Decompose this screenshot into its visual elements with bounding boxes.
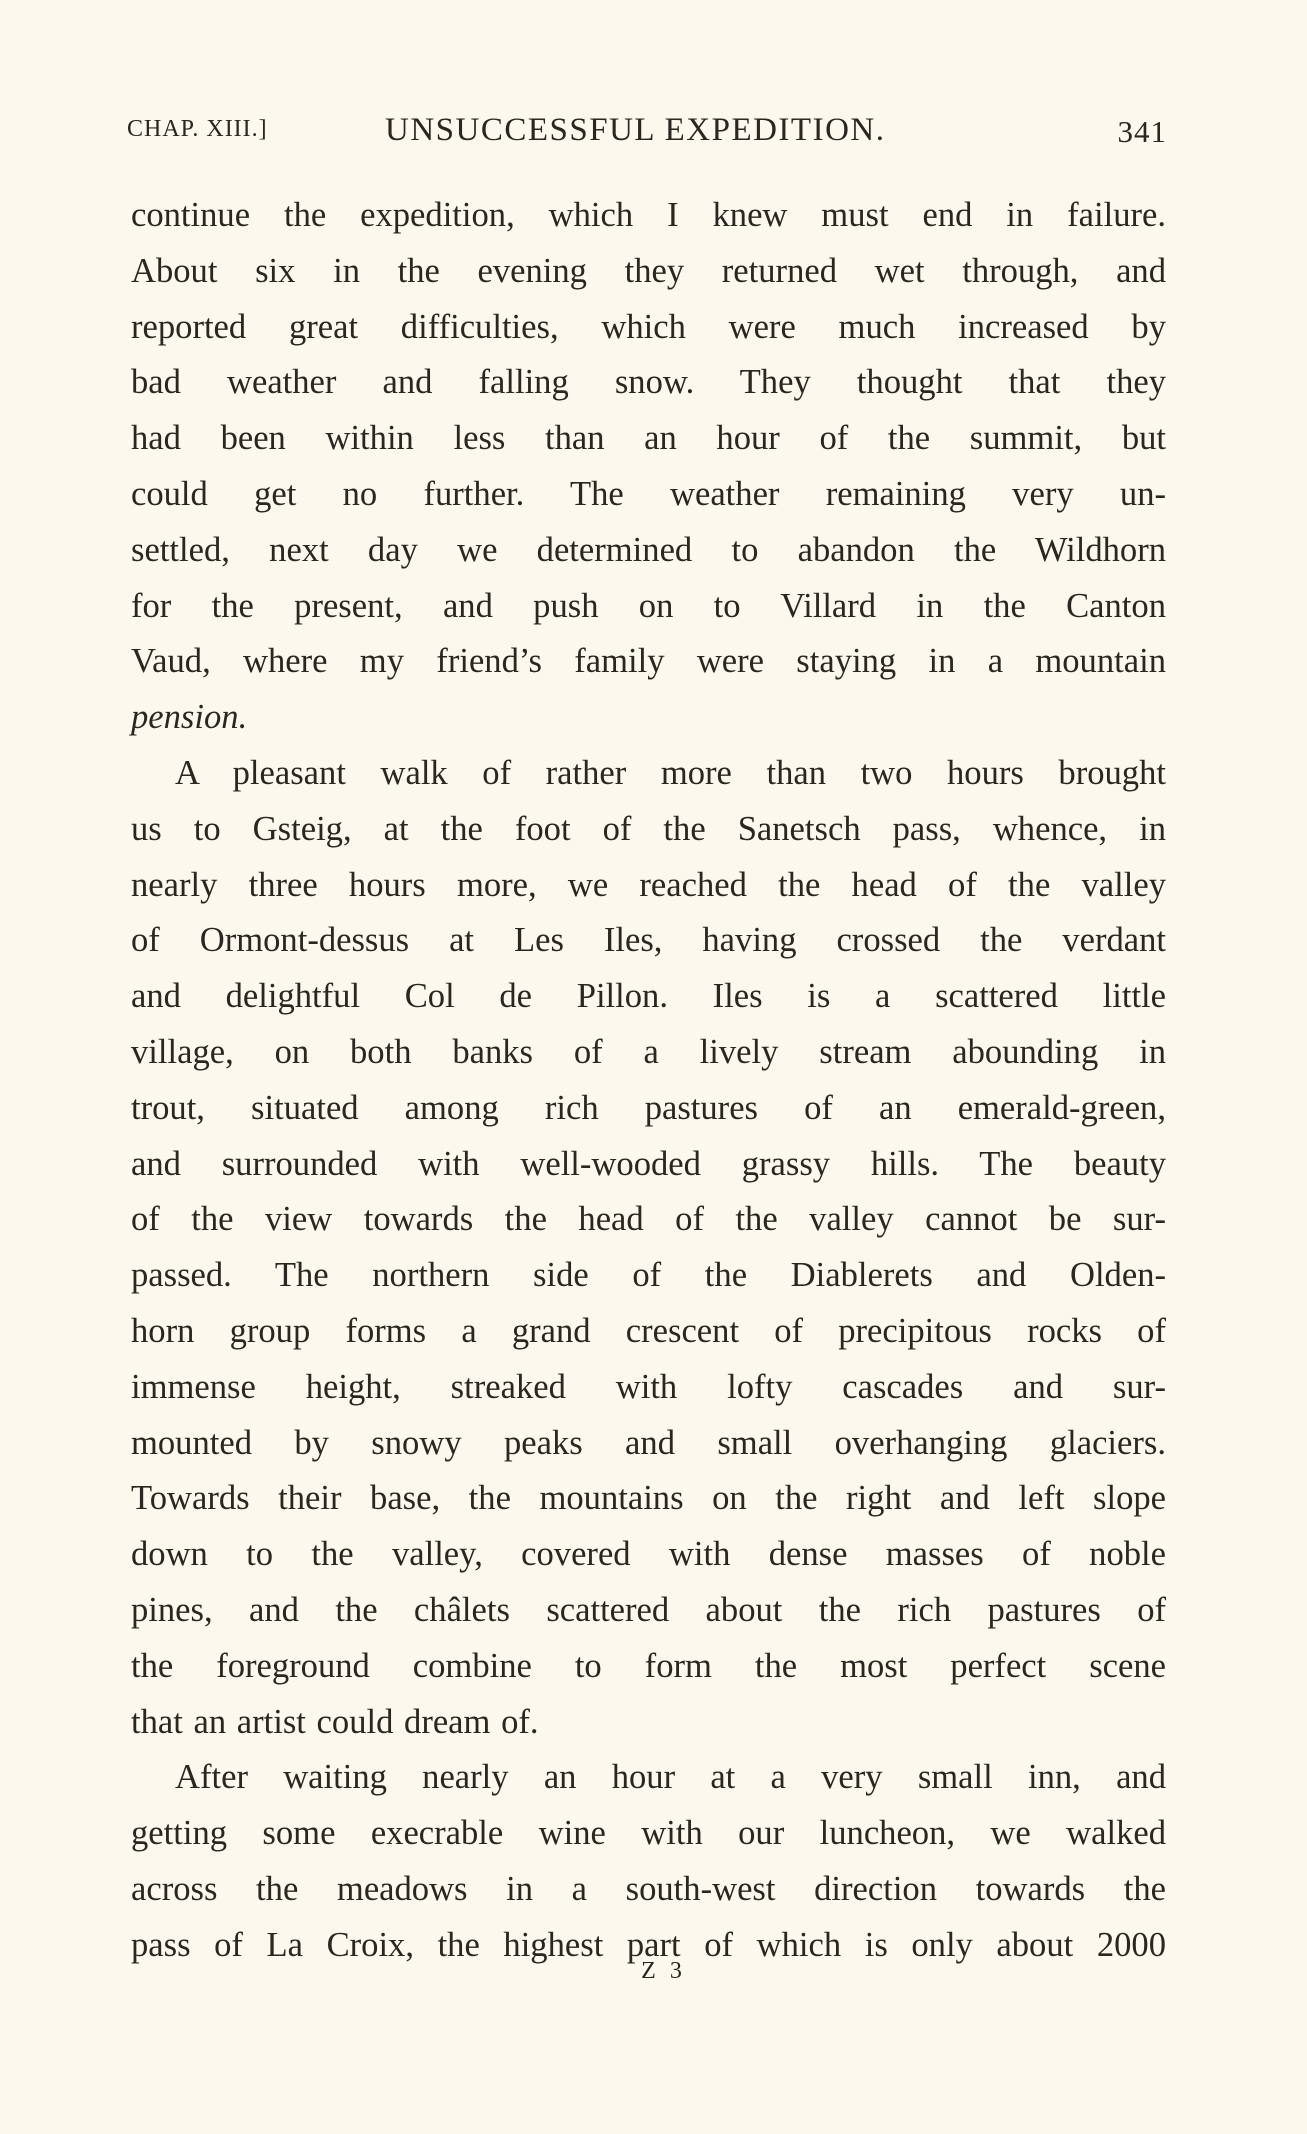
text-line: of Ormont-dessus at Les Iles, having crossed the verdant [131, 921, 1166, 960]
text-line: mounted by snowy peaks and small overhanging glaciers. [131, 1423, 1166, 1462]
text-line: and delightful Col de Pillon. Iles is a scattered little [131, 977, 1166, 1016]
text-line: us to Gsteig, at the foot of the Sanetsch pass, whence, in [131, 809, 1166, 848]
text-line: continue the expedition, which I knew must end in failure. [131, 196, 1166, 234]
text-line: settled, next day we determined to abandon the Wildhorn [131, 530, 1166, 569]
text-line: across the meadows in a south-west direction towards the [131, 1869, 1166, 1908]
text-line: of the view towards the head of the valley cannot be sur- [131, 1200, 1166, 1239]
text-line: immense height, streaked with lofty cascades and sur- [131, 1367, 1166, 1406]
text-line: getting some execrable wine with our luncheon, we walked [131, 1814, 1166, 1853]
text-line: pines, and the châlets scattered about the rich pastures of [131, 1590, 1166, 1629]
text-line: the foreground combine to form the most perfect scene [131, 1646, 1166, 1685]
text-line: About six in the evening they returned wet through, and [131, 251, 1166, 290]
italic-word: pension. [131, 698, 248, 737]
text-line: and surrounded with well-wooded grassy hills. The beauty [131, 1144, 1166, 1183]
text-line: bad weather and falling snow. They thought that they [131, 363, 1166, 402]
text-line [131, 690, 1166, 746]
text-line: pass of La Croix, the highest part of which is only about 2000 [131, 1925, 1166, 1964]
text-line: nearly three hours more, we reached the head of the valley [131, 865, 1166, 904]
running-header [127, 112, 1167, 156]
text-line: trout, situated among rich pastures of an emerald-green, [131, 1088, 1166, 1127]
text-line: could get no further. The weather remaining very un- [131, 474, 1166, 513]
text-line: for the present, and push on to Villard in the Canton [131, 586, 1166, 625]
text-line: reported great difficulties, which were much increased by [131, 307, 1166, 346]
text-line: that an artist could dream of. [131, 1702, 539, 1741]
text-line: Towards their base, the mountains on the right and left slope [131, 1479, 1166, 1518]
text-line: village, on both banks of a lively stream abounding in [131, 1032, 1166, 1071]
text-line: had been within less than an hour of the summit, but [131, 419, 1166, 458]
page-number: 341 [1117, 114, 1167, 149]
running-title: UNSUCCESSFUL EXPEDITION. [385, 112, 886, 148]
text-line: After waiting nearly an hour at a very small inn, and [175, 1758, 1166, 1797]
signature-mark: Z 3 [641, 1958, 686, 1984]
body-text [131, 188, 1166, 1974]
text-line: horn group forms a grand crescent of precipitous rocks of [131, 1311, 1166, 1350]
text-line: passed. The northern side of the Diablerets and Olden- [131, 1256, 1166, 1295]
chapter-label: CHAP. XIII.] [127, 116, 268, 142]
text-line: down to the valley, covered with dense masses of noble [131, 1535, 1166, 1574]
text-line: A pleasant walk of rather more than two hours brought [175, 753, 1166, 792]
text-line: Vaud, where my friend’s family were staying in a mountain [131, 642, 1166, 681]
